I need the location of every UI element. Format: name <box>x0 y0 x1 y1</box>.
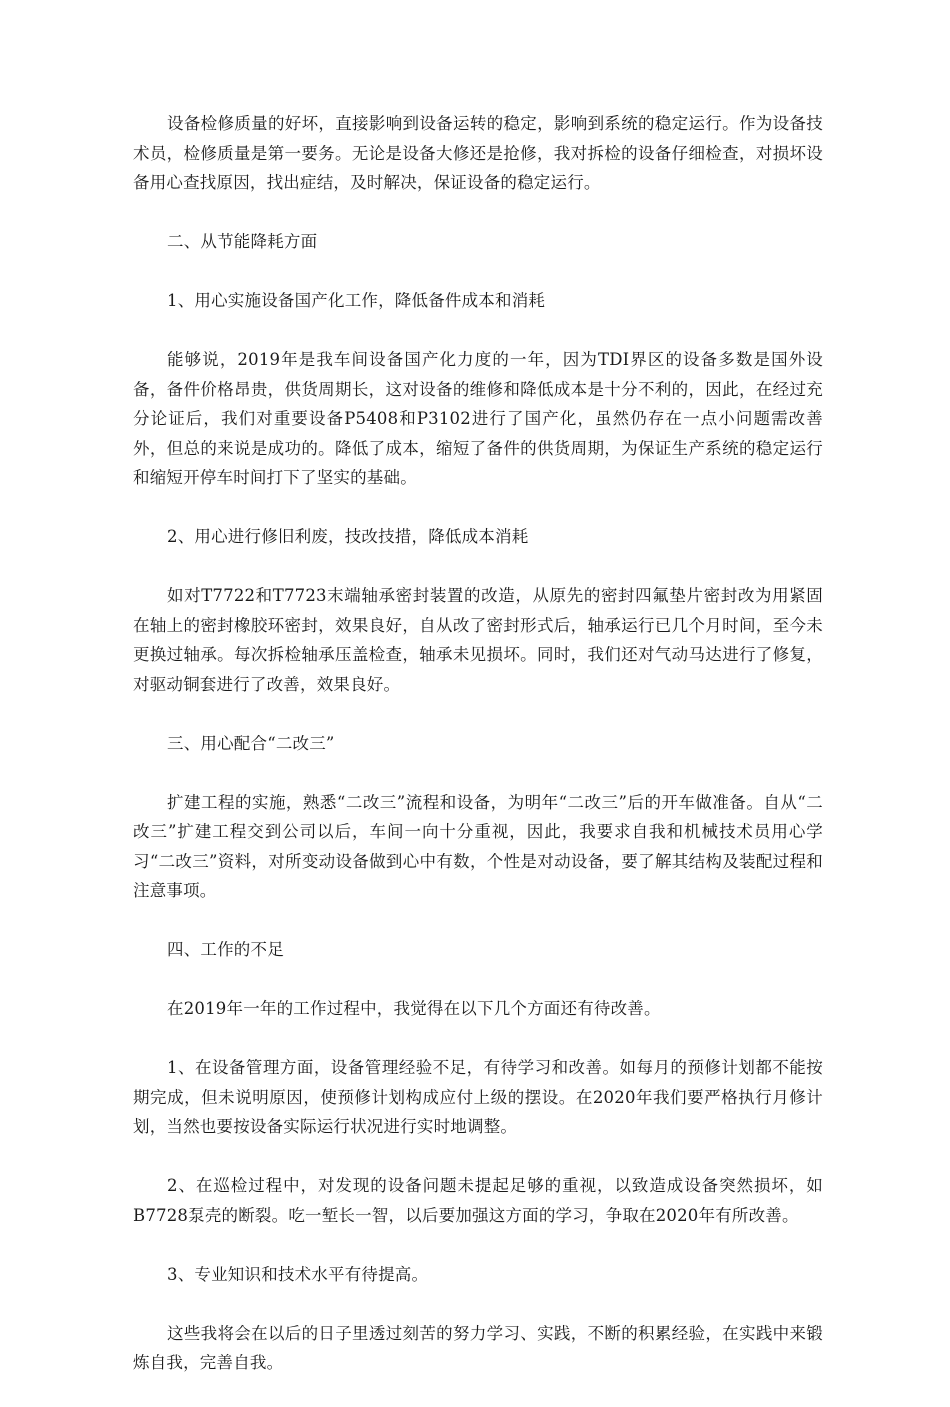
heading-section-3: 三、用心配合“二改三” <box>167 733 335 753</box>
subheading-2-1: 1、用心实施设备国产化工作，降低备件成本和消耗 <box>167 291 546 310</box>
paragraph-localization: 能够说，2019年是我车间设备国产化力度的一年，因为TDI界区的设备多数是国外设备，备件价格昂贵，供货周期长，这对设备的维修和降低成本是十分不利的，因此，在经过充分论证后，我们对重要设备P5408和P3102进行了国产化，虽然仍存在一点小问题需改善外，但总的来说是成功的。降低了成本，缩短了备件的供货周期，为保证生产系统的稳定运行和缩短开停车时间打下了坚实的基础。 <box>133 350 823 487</box>
paragraph-retrofit: 如对T7722和T7723末端轴承密封装置的改造，从原先的密封四氟垫片密封改为用紧固在轴上的密封橡胶环密封，效果良好，自从改了密封形式后，轴承运行已几个月时间，至今未更换过轴承。每次拆检轴承压盖检查，轴承未见损坏。同时，我们还对气动马达进行了修复，对驱动铜套进行了改善，效果良好。 <box>133 586 823 694</box>
paragraph-shortcomings-intro: 在2019年一年的工作过程中，我觉得在以下几个方面还有待改善。 <box>167 999 661 1018</box>
document-body <box>133 109 823 1407</box>
paragraph-quality: 设备检修质量的好坏，直接影响到设备运转的稳定，影响到系统的稳定运行。作为设备技术员，检修质量是第一要务。无论是设备大修还是抢修，我对拆检的设备仔细检查，对损坏设备用心查找原因，找出症结，及时解决，保证设备的稳定运行。 <box>133 114 823 192</box>
paragraph-shortcoming-1: 1、在设备管理方面，设备管理经验不足，有待学习和改善。如每月的预修计划都不能按期完成，但未说明原因，使预修计划构成应付上级的摆设。在2020年我们要严格执行月修计划，当然也要按设备实际运行状况进行实时地调整。 <box>133 1058 823 1136</box>
heading-section-4: 四、工作的不足 <box>167 940 284 959</box>
paragraph-shortcoming-2: 2、在巡检过程中，对发现的设备问题未提起足够的重视，以致造成设备突然损坏，如B7728泵壳的断裂。吃一堑长一智，以后要加强这方面的学习，争取在2020年有所改善。 <box>133 1176 823 1225</box>
paragraph-conclusion: 这些我将会在以后的日子里透过刻苦的努力学习、实践，不断的积累经验，在实践中来锻炼自我，完善自我。 <box>133 1323 823 1372</box>
subheading-2-2: 2、用心进行修旧利废，技改技措，降低成本消耗 <box>167 527 529 546</box>
paragraph-shortcoming-3: 3、专业知识和技术水平有待提高。 <box>167 1264 429 1284</box>
paragraph-expansion: 扩建工程的实施，熟悉“二改三”流程和设备，为明年“二改三”后的开车做准备。自从“二改三”扩建工程交到公司以后，车间一向十分重视，因此，我要求自我和机械技术员用心学习“二改三”资料，对所变动设备做到心中有数，个性是对动设备，要了解其结构及装配过程和注意事项。 <box>133 792 823 900</box>
heading-section-2: 二、从节能降耗方面 <box>167 232 318 251</box>
